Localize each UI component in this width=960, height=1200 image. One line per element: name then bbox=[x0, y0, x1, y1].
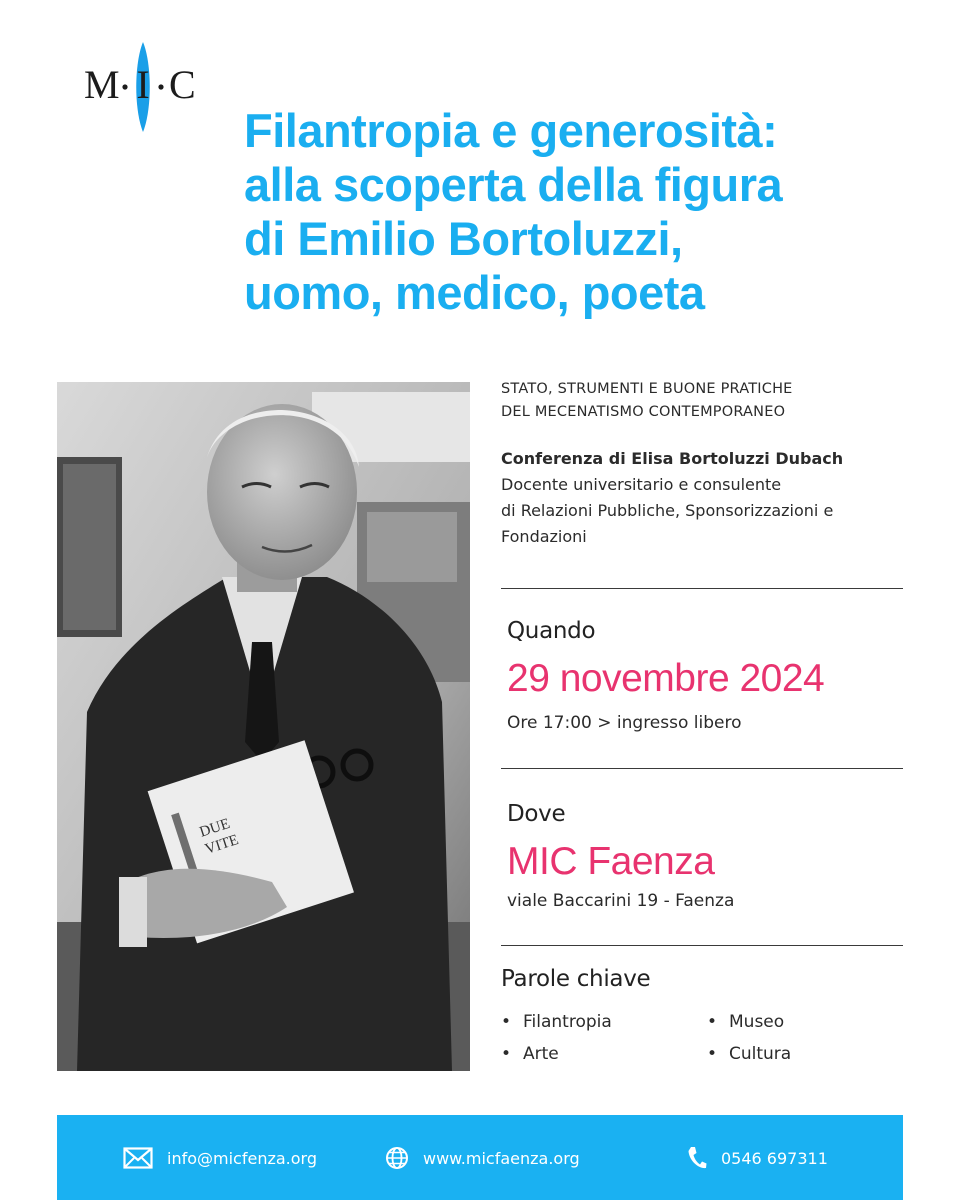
where-label: Dove bbox=[507, 801, 566, 827]
title-line: uomo, medico, poeta bbox=[244, 266, 705, 319]
when-label: Quando bbox=[507, 618, 596, 644]
keyword-item: • Filantropia bbox=[501, 1012, 612, 1032]
divider bbox=[501, 945, 903, 946]
mail-icon bbox=[123, 1147, 153, 1169]
contact-footer bbox=[57, 1115, 903, 1200]
event-date: 29 novembre 2024 bbox=[507, 657, 825, 700]
keywords-label: Parole chiave bbox=[501, 966, 651, 992]
event-title bbox=[244, 104, 924, 320]
title-line: Filantropia e generosità: bbox=[244, 104, 778, 157]
role-line: di Relazioni Pubbliche, Sponsorizzazioni e bbox=[501, 501, 834, 520]
role-line: Docente universitario e consulente bbox=[501, 475, 782, 494]
divider bbox=[501, 768, 903, 769]
email-text: info@micfenza.org bbox=[167, 1148, 317, 1168]
logo-letter-i: I bbox=[136, 62, 150, 107]
keywords-list bbox=[501, 1010, 901, 1066]
subtitle-line: DEL MECENATISMO CONTEMPORANEO bbox=[501, 404, 786, 420]
event-venue: MIC Faenza bbox=[507, 840, 715, 883]
mic-logo bbox=[84, 42, 202, 132]
keyword-item: • Museo bbox=[707, 1012, 785, 1032]
contact-website[interactable] bbox=[385, 1145, 580, 1171]
speaker-name: Conferenza di Elisa Bortoluzzi Dubach bbox=[501, 449, 844, 468]
website-text: www.micfaenza.org bbox=[423, 1148, 580, 1168]
book-title-line1: DUE bbox=[197, 815, 232, 841]
subtitle-line: STATO, STRUMENTI E BUONE PRATICHE bbox=[501, 381, 793, 397]
contact-phone[interactable] bbox=[687, 1145, 828, 1171]
phone-icon bbox=[687, 1146, 707, 1170]
event-address: viale Baccarini 19 - Faenza bbox=[507, 891, 735, 911]
role-line: Fondazioni bbox=[501, 527, 587, 546]
portrait-photo bbox=[57, 382, 470, 1071]
keyword-item: • Cultura bbox=[707, 1044, 792, 1064]
speaker-role bbox=[501, 472, 903, 550]
divider bbox=[501, 588, 903, 589]
event-subtitle bbox=[501, 378, 903, 424]
globe-icon bbox=[385, 1146, 409, 1170]
book-title-line2: VITE bbox=[203, 831, 241, 858]
title-line: di Emilio Bortoluzzi, bbox=[244, 212, 683, 265]
event-intro bbox=[501, 378, 903, 550]
contact-email[interactable] bbox=[123, 1145, 317, 1171]
logo-letter-c: C bbox=[169, 62, 196, 107]
phone-text: 0546 697311 bbox=[721, 1148, 828, 1168]
event-time: Ore 17:00 > ingresso libero bbox=[507, 713, 742, 733]
title-line: alla scoperta della figura bbox=[244, 158, 783, 211]
keyword-item: • Arte bbox=[501, 1044, 559, 1064]
logo-letter-m: M bbox=[84, 62, 120, 107]
